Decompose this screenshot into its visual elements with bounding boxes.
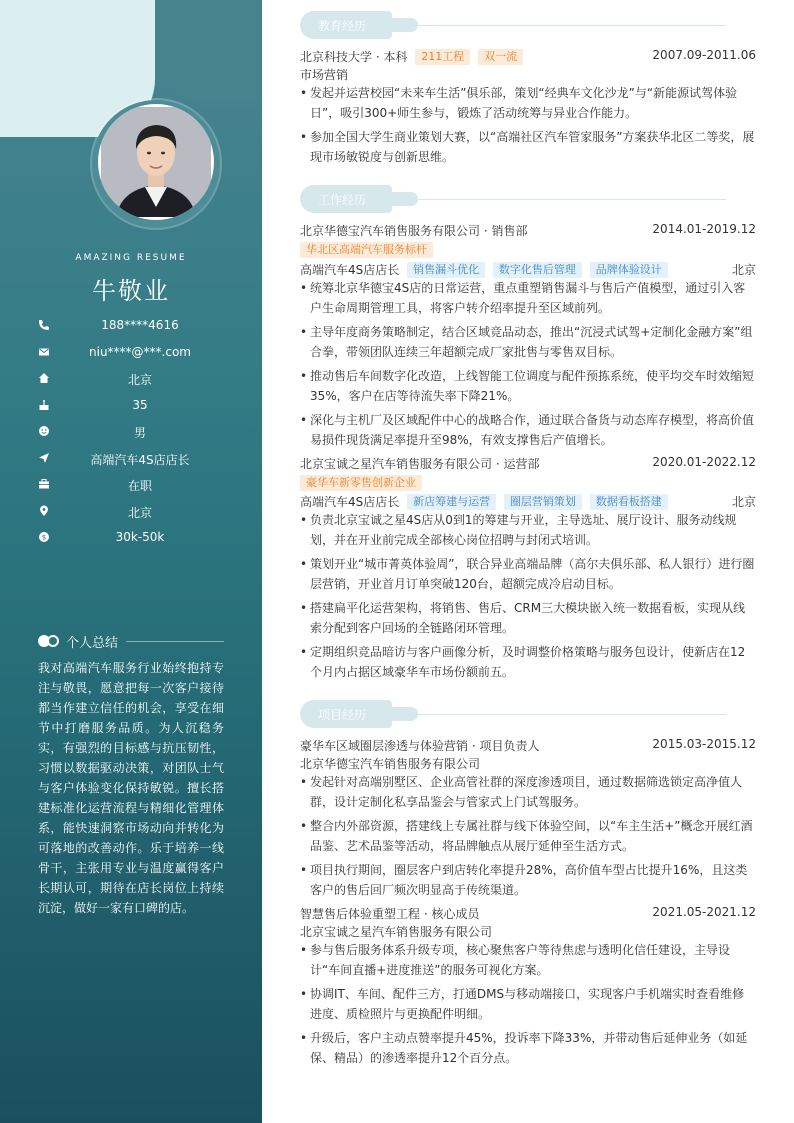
work-badge-row [300, 242, 756, 260]
skill-tag: 数字化售后管理 [493, 262, 582, 278]
svg-text:$: $ [41, 533, 47, 542]
project-company-row [300, 755, 756, 773]
work-header [300, 222, 756, 240]
info-phone [0, 316, 262, 343]
info-position [0, 449, 262, 476]
work-date: 2014.01-2019.12 [652, 222, 756, 236]
school-tag: 双一流 [478, 49, 523, 65]
project-date: 2015.03-2015.12 [652, 737, 756, 751]
company-badge: 豪华车新零售创新企业 [300, 475, 422, 491]
work-role-row [300, 493, 756, 511]
info-value: 30k-50k [115, 530, 165, 544]
skill-tag: 新店筹建与运营 [407, 494, 496, 510]
info-value: niu****@***.com [89, 344, 191, 359]
job-role: 高端汽车4S店店长 [300, 263, 400, 277]
info-residence [0, 369, 262, 396]
project-header [300, 737, 756, 755]
divider [126, 641, 224, 642]
info-value: 35 [132, 397, 148, 412]
summary-header [38, 632, 224, 650]
work-city: 北京 [731, 495, 756, 509]
project-title: 智慧售后体验重塑工程 · 核心成员 [300, 907, 480, 921]
school-name: 北京科技大学 · 本科 [300, 50, 408, 64]
decor-shape [155, 0, 262, 102]
project-company: 北京华德宝汽车销售服务有限公司 [300, 757, 481, 771]
company-badge: 华北区高端汽车服务标杆 [300, 242, 433, 258]
work-city: 北京 [731, 263, 756, 277]
section-title: 项目经历 [317, 708, 366, 722]
candidate-name: 牛敬业 [92, 277, 170, 305]
info-value: 188****4616 [101, 318, 179, 332]
info-gender [0, 422, 262, 449]
info-value: 高端汽车4S店店长 [90, 452, 190, 467]
company-name: 北京华德宝汽车销售服务有限公司 · 销售部 [300, 224, 528, 238]
info-age [0, 396, 262, 423]
project-header [300, 905, 756, 923]
education-major: 市场营销 [300, 68, 349, 82]
summary-title: 个人总结 [66, 636, 119, 651]
project-title: 豪华车区域圈层渗透与体验营销 · 项目负责人 [300, 739, 540, 753]
education-date: 2007.09-2011.06 [652, 48, 756, 62]
info-target-city [0, 502, 262, 529]
skill-tag: 品牌体验设计 [590, 262, 668, 278]
project-company: 北京宝诚之星汽车销售服务有限公司 [300, 925, 493, 939]
school-tag: 211工程 [415, 49, 470, 65]
skill-tag: 圈层营销策划 [504, 494, 582, 510]
project-company-row [300, 923, 756, 941]
section-header-work [300, 185, 756, 213]
contact-info [0, 316, 262, 555]
info-email [0, 343, 262, 370]
info-value: 男 [133, 426, 146, 440]
info-value: 北京 [127, 373, 152, 387]
section-title: 教育经历 [317, 19, 366, 33]
divider [418, 199, 726, 200]
sidebar [0, 0, 262, 1123]
education-header [300, 48, 756, 66]
resume-tagline: AMAZING RESUME [75, 253, 187, 263]
education-major-row [300, 66, 756, 84]
work-date: 2020.01-2022.12 [652, 455, 756, 469]
summary-text: 我对高端汽车服务行业始终抱持专注与敬畏，愿意把每一次客户接待都当作建立信任的机会，享受在细节中打磨服务品质。为人沉稳务实，有强烈的目标感与抗压韧性，习惯以数据驱动决策，对团队士气与客户体验变化保持敏锐。擅长搭建标准化运营流程与精细化管理体系，能快速洞察市场动向并转化为可落地的改善动作。乐于培养一线骨干，主张用专业与温度赢得客户长期认可，期待在店长岗位上持续沉淀，做好一家有口碑的店。 [38, 661, 224, 915]
info-value: 北京 [127, 505, 152, 520]
project-date: 2021.05-2021.12 [652, 905, 756, 919]
divider [418, 714, 726, 715]
skill-tag: 销售漏斗优化 [407, 262, 485, 278]
work-header [300, 455, 756, 473]
skill-tag: 数据看板搭建 [590, 494, 668, 510]
divider [418, 25, 726, 26]
section-header-project [300, 700, 756, 728]
job-role: 高端汽车4S店店长 [300, 495, 400, 509]
work-role-row [300, 261, 756, 279]
section-title: 工作经历 [317, 193, 366, 207]
avatar [98, 104, 214, 220]
company-name: 北京宝诚之星汽车销售服务有限公司 · 运营部 [300, 457, 540, 471]
summary-ring-icon [47, 635, 59, 647]
info-status [0, 475, 262, 502]
info-salary [0, 528, 262, 555]
section-header-education [300, 11, 756, 39]
work-badge-row [300, 475, 756, 493]
info-value: 在职 [127, 479, 152, 493]
